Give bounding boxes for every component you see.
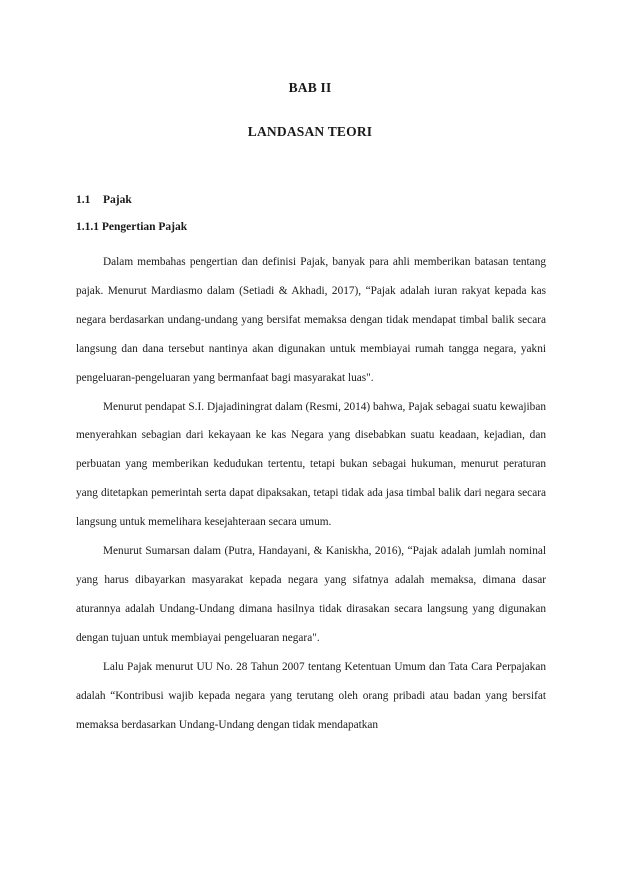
paragraph: Dalam membahas pengertian dan definisi Pajak, banyak para ahli memberikan batasan tentang pajak. Menurut Mardiasmo dalam (Setiadi & Akhadi, 2017), “Pajak adalah iuran rakyat kepada kas negara berdasarkan undang-undang yang bersifat memaksa dengan tidak mendapat timbal balik secara langsung dan dana tersebut nantinya akan digunakan untuk membiayai rumah tangga negara, yakni pengeluaran-pengeluaran yang bermanfaat bagi masyarakat luas". <box>76 256 546 384</box>
chapter-number: BAB II <box>288 80 332 95</box>
paragraph: Menurut Sumarsan dalam (Putra, Handayani, & Kaniskha, 2016), “Pajak adalah jumlah nominal yang harus dibayarkan masyarakat kepada negara yang sifatnya adalah memaksa, dimana dasar aturannya adalah Undang-Undang dimana hasilnya tidak dirasakan secara langsung yang digunakan dengan tujuan untuk membiayai pengeluaran negara". <box>76 545 546 644</box>
paragraph: Lalu Pajak menurut UU No. 28 Tahun 2007 tentang Ketentuan Umum dan Tata Cara Perpajakan adalah “Kontribusi wajib kepada negara yang terutang oleh orang pribadi atau badan yang bersifat memaksa berdasarkan Undang-Undang dengan tidak mendapatkan <box>76 660 546 731</box>
body-text <box>76 248 546 739</box>
chapter-title: LANDASAN TEORI <box>247 124 373 139</box>
section-number: 1.1 <box>76 194 91 206</box>
paragraph: Menurut pendapat S.I. Djajadiningrat dalam (Resmi, 2014) bahwa, Pajak sebagai suatu kewajiban menyerahkan sebagian dari kekayaan ke kas Negara yang disebabkan suatu keadaan, kejadian, dan perbuatan yang memberikan kedudukan tertentu, tetapi bukan sebagai hukuman, menurut peraturan yang ditetapkan pemerintah serta dapat dipaksakan, tetapi tidak ada jasa timbal balik dari negara secara langsung untuk memelihara kesejahteraan secara umum. <box>76 400 546 529</box>
subsection-heading: 1.1.1 Pengertian Pajak <box>76 221 188 233</box>
section-heading <box>76 194 132 206</box>
section-title: Pajak <box>103 194 132 206</box>
